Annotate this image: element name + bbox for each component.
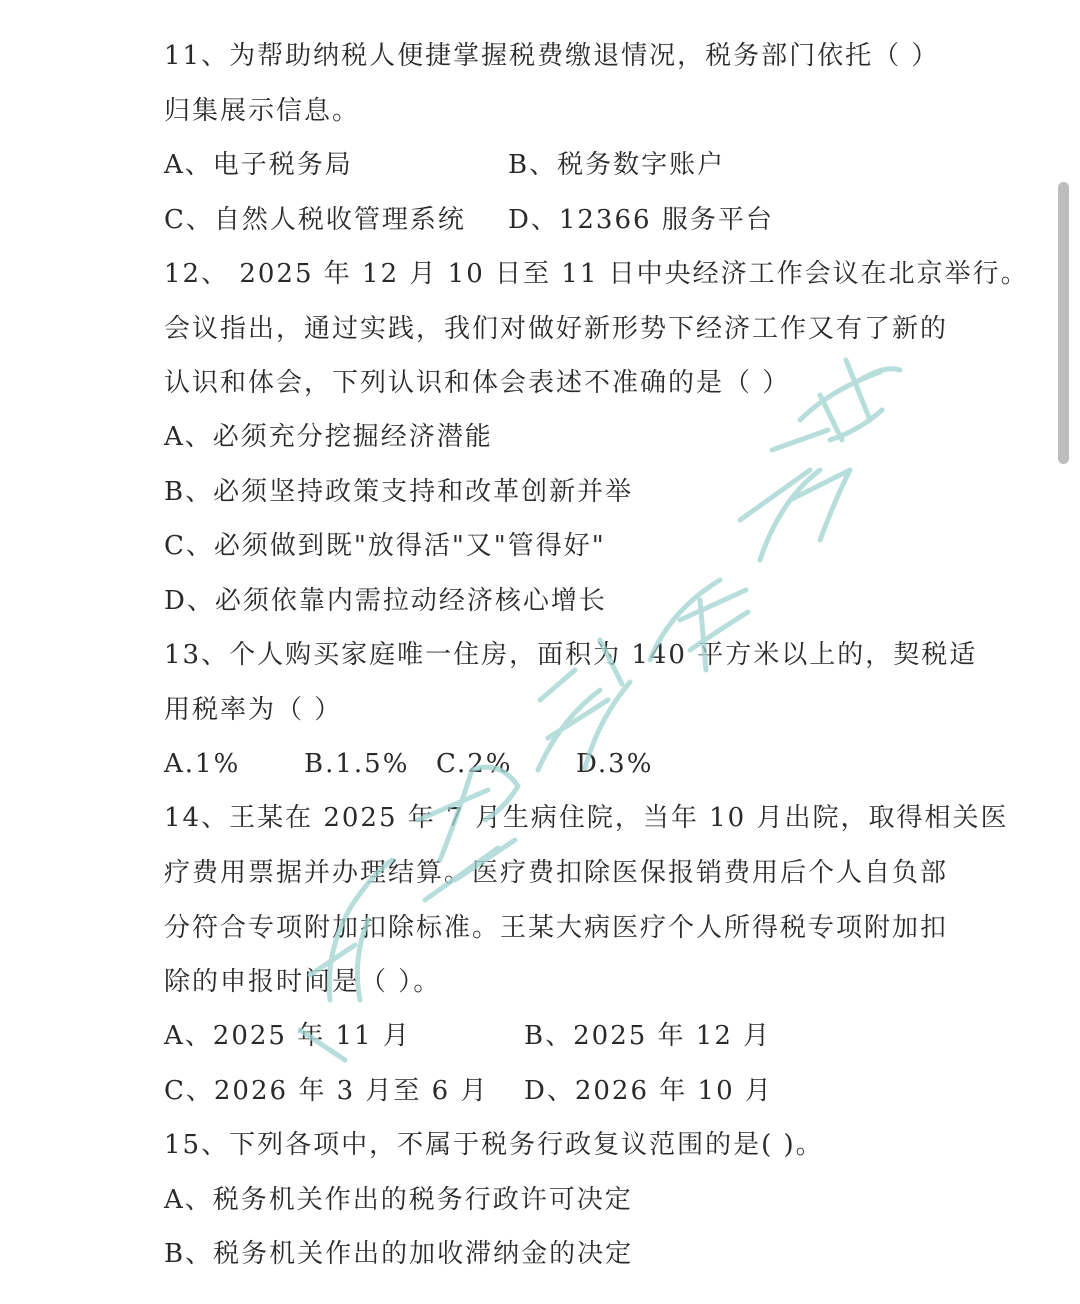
q14-line-2: 疗费用票据并办理结算。医疗费扣除医保报销费用后个人自负部 <box>164 858 949 888</box>
q13-line-1: 13、个人购买家庭唯一住房，面积为 140 平方米以上的，契税适 <box>164 640 978 670</box>
q11-option-b: B、税务数字账户 <box>508 150 726 180</box>
q12-line-3: 认识和体会，下列认识和体会表述不准确的是（ ） <box>164 368 791 398</box>
q12-option-b: B、必须坚持政策支持和改革创新并举 <box>164 477 634 507</box>
q15-option-a: A、税务机关作出的税务行政许可决定 <box>164 1185 633 1215</box>
q11-line-1: 11、为帮助纳税人便捷掌握税费缴退情况，税务部门依托（ ） <box>164 41 940 71</box>
q14-option-b: B、2025 年 12 月 <box>524 1021 772 1051</box>
q11-line-2: 归集展示信息。 <box>164 96 361 126</box>
q12-option-a: A、必须充分挖掘经济潜能 <box>164 422 493 452</box>
q11-option-a: A、电子税务局 <box>164 150 353 180</box>
q13-option-b: B.1.5% <box>304 749 410 779</box>
q14-line-3: 分符合专项附加扣除标准。王某大病医疗个人所得税专项附加扣 <box>164 913 949 943</box>
q15-line-1: 15、下列各项中，不属于税务行政复议范围的是( )。 <box>164 1130 824 1160</box>
q12-option-d: D、必须依靠内需拉动经济核心增长 <box>164 586 607 616</box>
q12-line-2: 会议指出，通过实践，我们对做好新形势下经济工作又有了新的 <box>164 314 949 344</box>
q14-option-a: A、2025 年 11 月 <box>164 1021 411 1051</box>
q13-option-c: C.2% <box>436 749 513 779</box>
q15-option-b: B、税务机关作出的加收滞纳金的决定 <box>164 1239 634 1269</box>
q14-line-1: 14、王某在 2025 年 7 月生病住院，当年 10 月出院，取得相关医 <box>164 803 1009 833</box>
q12-line-1: 12、 2025 年 12 月 10 日至 11 日中央经济工作会议在北京举行。 <box>164 259 1029 289</box>
q11-option-c: C、自然人税收管理系统 <box>164 205 466 235</box>
scrollbar-thumb[interactable] <box>1058 182 1069 464</box>
q11-option-d: D、12366 服务平台 <box>508 205 774 235</box>
q14-option-d: D、2026 年 10 月 <box>524 1076 773 1106</box>
q14-line-4: 除的申报时间是（ ）。 <box>164 967 442 997</box>
q14-option-c: C、2026 年 3 月至 6 月 <box>164 1076 489 1106</box>
q13-line-2: 用税率为（ ） <box>164 695 343 725</box>
q13-option-a: A.1% <box>164 749 241 779</box>
q12-option-c: C、必须做到既"放得活"又"管得好" <box>164 531 606 561</box>
q13-option-d: D.3% <box>576 749 654 779</box>
